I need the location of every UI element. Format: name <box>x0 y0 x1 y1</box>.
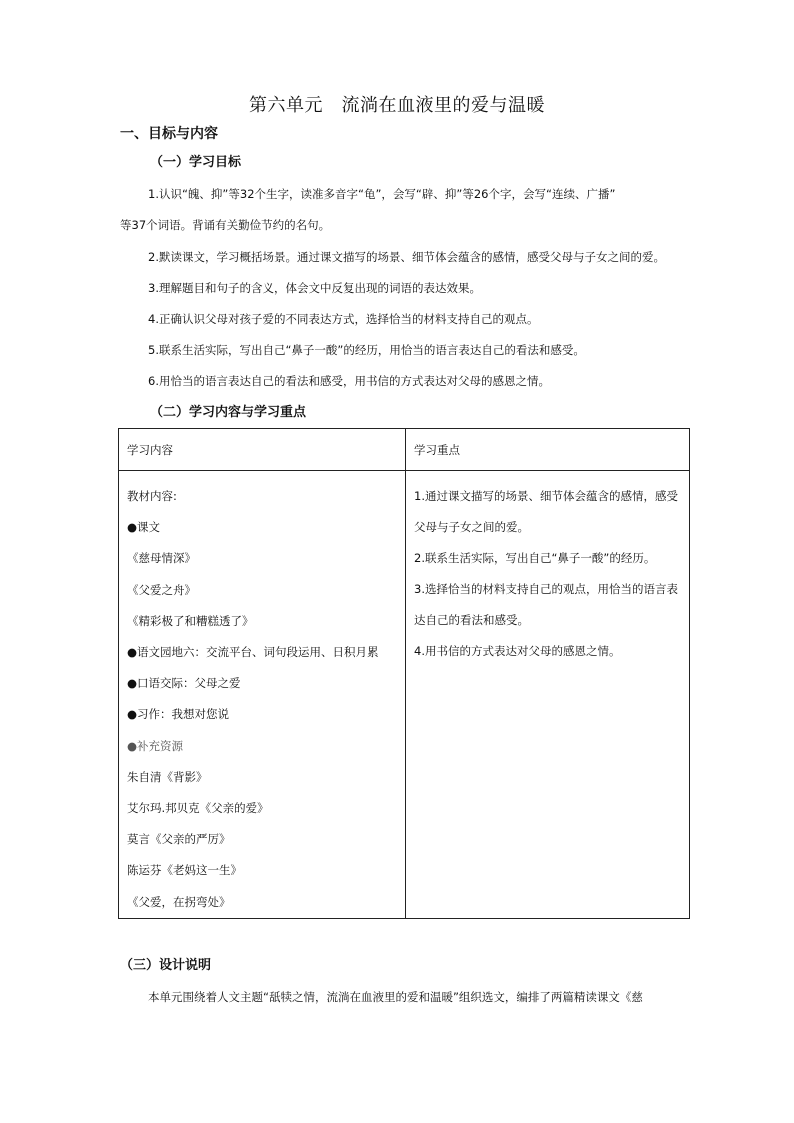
focus-cell <box>406 471 690 919</box>
goal-item-6: 6.用恰当的语言表达自己的看法和感受，用书信的方式表达对父母的感恩之情。 <box>148 374 550 388</box>
list-item: 艾尔玛.邦贝克《父亲的爱》 <box>127 801 269 816</box>
header-learning-content: 学习内容 <box>127 442 173 457</box>
focus-list <box>406 471 689 667</box>
list-item: ●习作：我想对您说 <box>127 707 230 722</box>
goal-item-1: 1.认识“魄、抑”等32个生字，读准多音字“龟”，会写“辟、抑”等26个字，会写“连续、广播” <box>148 187 616 201</box>
goal-item-1-continued: 等37个词语。背诵有关勤俭节约的名句。 <box>120 218 331 232</box>
subheading-learning-content: （二）学习内容与学习重点 <box>150 405 307 420</box>
list-item: 《父爱之舟》 <box>127 582 196 597</box>
list-item: 陈运芬《老妈这一生》 <box>127 863 242 878</box>
list-item: 《精彩极了和糟糕透了》 <box>127 613 254 628</box>
list-item: 3.选择恰当的材料支持自己的观点，用恰当的语言表 <box>414 582 678 596</box>
list-item: 1.通过课文描写的场景、细节体会蕴含的感情，感受 <box>414 489 678 503</box>
list-item: 教材内容: <box>127 489 177 503</box>
list-item: 父母与子女之间的爱。 <box>414 520 529 534</box>
goal-item-4: 4.正确认识父母对孩子爱的不同表达方式，选择恰当的材料支持自己的观点。 <box>148 312 539 326</box>
subheading-design-notes: （三）设计说明 <box>120 958 212 973</box>
list-item: ●课文 <box>127 520 161 535</box>
design-paragraph: 本单元围绕着人文主题“舐犊之情，流淌在血液里的爱和温暖”组织选文，编排了两篇精读课文《慈 <box>148 990 643 1004</box>
list-item: ●补充资源 <box>127 738 184 753</box>
list-item: 4.用书信的方式表达对父母的感恩之情。 <box>414 644 621 658</box>
section-heading-goals-content: 一、目标与内容 <box>120 126 218 142</box>
table-header-cell <box>406 429 690 471</box>
list-item: 《慈母情深》 <box>127 551 196 566</box>
table-header-row <box>119 429 690 471</box>
goal-item-5: 5.联系生活实际，写出自己“鼻子一酸”的经历，用恰当的语言表达自己的看法和感受。 <box>148 343 585 357</box>
list-item: ●口语交际：父母之爱 <box>127 676 241 691</box>
list-item: ●语文园地六：交流平台、词句段运用、日积月累 <box>127 645 379 660</box>
list-item: 达自己的看法和感受。 <box>414 613 529 627</box>
goal-item-2: 2.默读课文，学习概括场景。通过课文描写的场景、细节体会蕴含的感情，感受父母与子女之间的爱。 <box>148 250 665 264</box>
list-item: 莫言《父亲的严厉》 <box>127 832 231 847</box>
content-list <box>119 471 405 918</box>
subheading-learning-goals: （一）学习目标 <box>150 155 242 170</box>
page-title: 第六单元 流淌在血液里的爱与温暖 <box>249 95 545 116</box>
table-header-cell <box>119 429 406 471</box>
header-learning-focus: 学习重点 <box>414 442 460 457</box>
list-item: 2.联系生活实际，写出自己“鼻子一酸”的经历。 <box>414 551 656 565</box>
goal-item-3: 3.理解题目和句子的含义，体会文中反复出现的词语的表达效果。 <box>148 281 481 295</box>
table-body-row <box>119 471 690 919</box>
content-cell <box>119 471 406 919</box>
list-item: 朱自清《背影》 <box>127 769 208 784</box>
content-table <box>118 428 690 919</box>
list-item: 《父爱，在拐弯处》 <box>127 894 231 909</box>
